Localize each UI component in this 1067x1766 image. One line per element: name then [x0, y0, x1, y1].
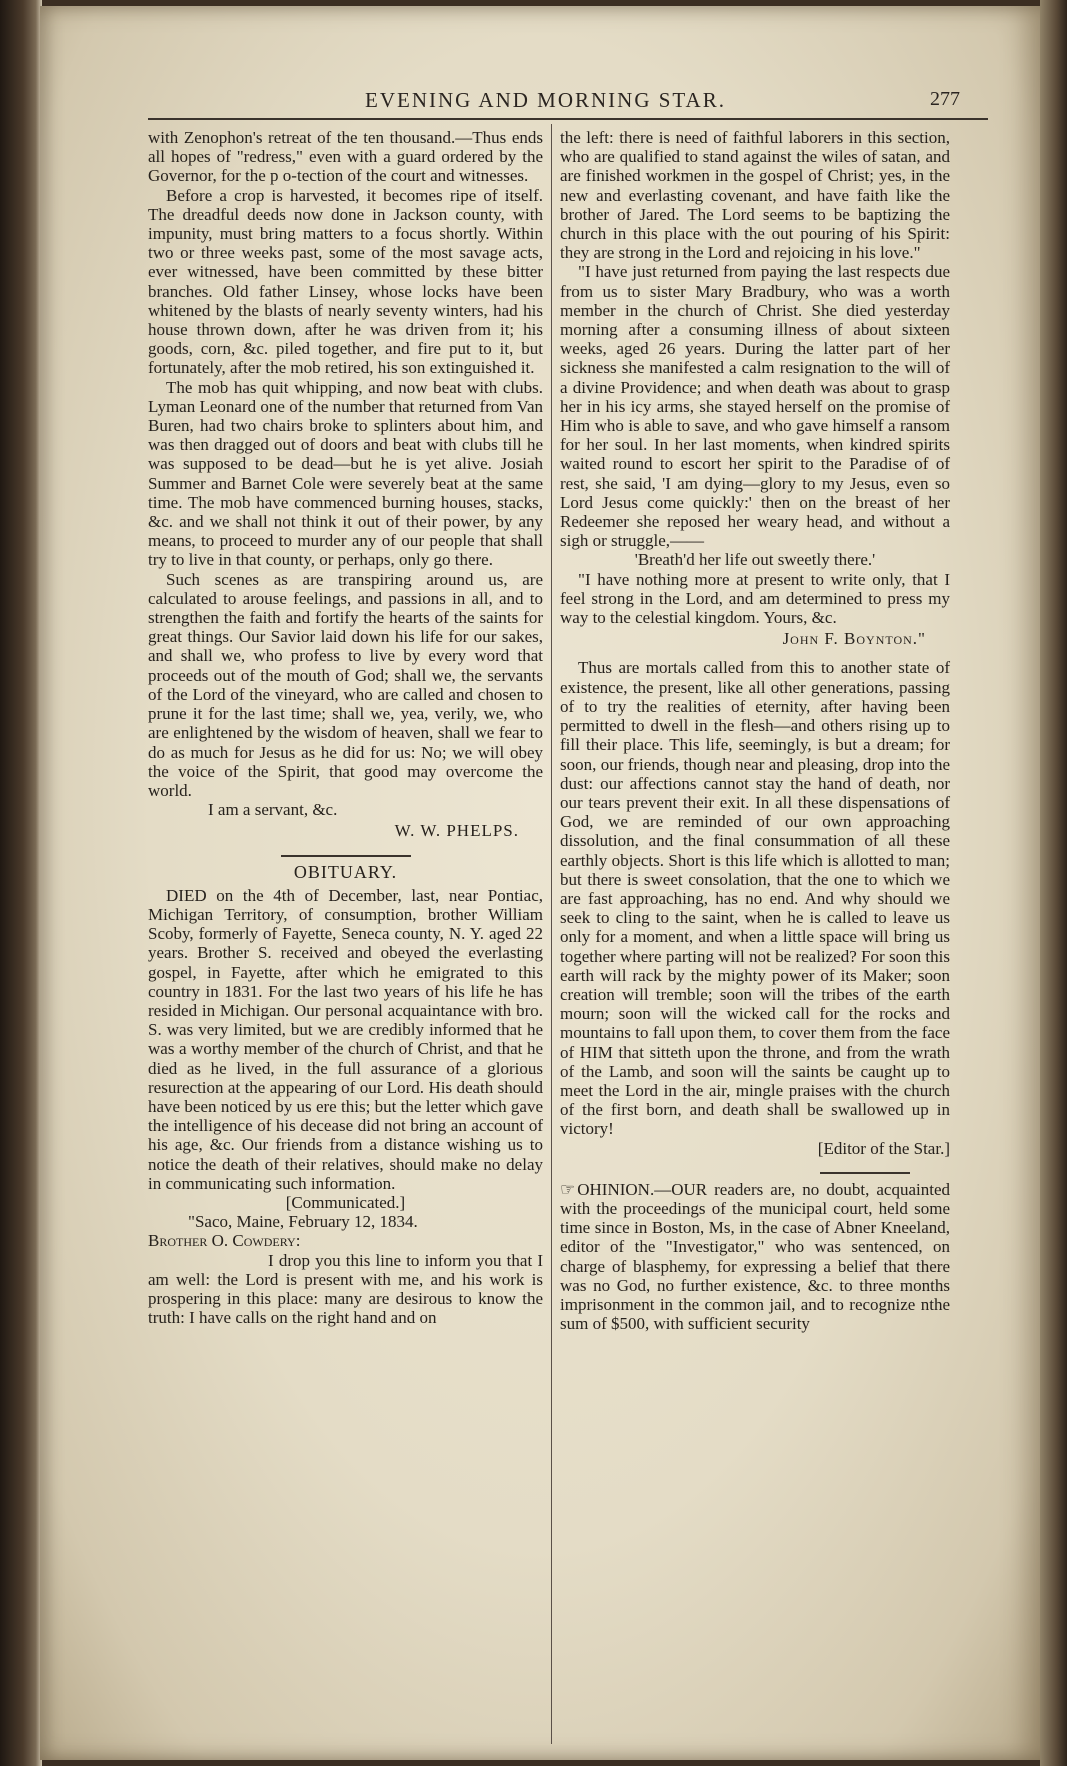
verse-line: 'Breath'd her life out sweetly there.'	[634, 550, 876, 570]
paragraph: Thus are mortals called from this to another state of existence, the present, like all other generations, passing of to try the realities of eternity, after having been permitted to dwell in the flesh—and others rising up to fill their place. This life, seemingly, is but a dream; for soon, our friends, though near and pleasing, drop into the dust: our affections cannot stay the hand of death, nor our tears prevent their exit. In all these dispensations of God, we are reminded of our own approaching dissolution, and the final consummation of all these earthly objects. Short is this life which is allotted to man; but there is sweet consolation, that the one to which we are fast approaching, has no end. And why should we seek to cling to the saint, when he is called to leave us only for a moment, and when a little space will bring us together where parting will not be realized? For soon this earth will rack by the mighty power of its Maker; soon creation will tremble; soon will the tribes of the earth mourn; soon will the wicked call for the rocks and mountains to fall upon them, to cover them from the face of HIM that sitteth upon the throne, and from the wrath of the Lamb, and soon will the saints be caught up to meet the Lord in the air, mingle praises with the church of the first born, and death shall be swallowed up in victory!	[560, 658, 950, 1139]
left-column	[148, 128, 543, 1327]
paragraph: the left: there is need of faithful laborers in this section, who are qualified to stand against the wiles of satan, and are finished workmen in the gospel of Christ; yes, in the new and everlasting covenant, and have faith like the brother of Jared. The Lord seems to be baptizing the church in this place with the out pouring of his Spirit: they are strong in the Lord and rejoicing in his love."	[560, 128, 950, 263]
closing-line: I am a servant, &c.	[208, 800, 338, 820]
paragraph: Such scenes as are transpiring around us, are calculated to arouse feelings, and passions in all, and to strengthen the faith and fortify the hearts of the saints for great things. Our Savior laid down his life for our sakes, and shall we, who profess to live by every word that proceeds out of the mouth of God; shall we, the servants of the Lord of the vineyard, who are called and chosen to prune it for the last time; shall we, yea, verily, we, who are enlightened by the wisdom of heaven, shall we fear to do as much for Jesus as he did for us: No; we will obey the voice of the Spirit, that good may overcome the world.	[148, 569, 543, 800]
author-signature: W. W. PHELPS.	[394, 821, 519, 841]
paragraph: The mob has quit whipping, and now beat with clubs. Lyman Leonard one of the number that returned from Van Buren, had two chairs broke to splinters about him, and was then dragged out of doors and beat with clubs till he was supposed to be dead—but he is yet alive. Josiah Summer and Barnet Cole were severely beat at the same time. The mob have commenced burning houses, stacks, &c. and we shall not think it out of their power, by any means, to proceed to murder any of our people that shall try to live in that county, or perhaps, only go there.	[148, 377, 543, 570]
letter-signature: John F. Boynton."	[782, 629, 926, 649]
letter-text: I drop you this line to inform you that I am well: the Lord is present with me, and his work is prospering in this place: many are desirous to know the truth: I have calls on the right hand and on	[148, 1250, 543, 1328]
right-column	[560, 128, 950, 1333]
column-divider	[551, 124, 552, 1744]
book-spine-shadow	[0, 0, 42, 1766]
paragraph: "I have nothing more at present to write only, that I feel strong in the Lord, and am determined to press my way to the celestial kingdom. Yours, &c.	[560, 569, 950, 628]
page-edge-shadow	[1040, 0, 1067, 1766]
page-number: 277	[930, 88, 960, 110]
letter-salutation: Brother O. Cowdery:	[148, 1231, 301, 1251]
pointing-hand-icon: ☞	[560, 1179, 576, 1199]
obituary-text: DIED on the 4th of December, last, near Pontiac, Michigan Territory, of consumption, brother William Scoby, formerly of Fayette, Seneca county, N. Y. aged 22 years. Brother S. received and obeyed the everlasting gospel, in Fayette, after which he emigrated to this country in 1831. For the last two years of his life he has resided in Michigan. Our personal acquaintance with bro. S. was very limited, but we are credibly informed that he was a worthy member of the church of Christ, and that he died as he lived, in the full assurance of a glorious resurection at the appearing of our Lord. His death should have been noticed by us ere this; but the letter which gave the intelligence of his decease did not bring an account of his age, &c. Our friends from a distance wishing us to notice the death of their relatives, should make no delay in communicating such information.	[148, 885, 543, 1193]
section-rule	[820, 1172, 910, 1174]
section-rule	[281, 855, 411, 857]
paragraph: Before a crop is harvested, it becomes ripe of itself. The dreadful deeds now done in Jackson county, with impunity, must bring matters to a focus shortly. Within two or three weeks past, some of the most savage acts, ever witnessed, have been committed by these bitter branches. Old father Linsey, whose locks have been whitened by the blasts of nearly seventy winters, had his house thrown down, after he was driven from it; his goods, corn, &c. piled together, and fire put to it, but fortunately, after the mob retired, his son extinguished it.	[148, 185, 543, 378]
communicated-note: [Communicated.]	[285, 1192, 406, 1212]
header-rule	[148, 118, 988, 120]
letter-dateline: "Saco, Maine, February 12, 1834.	[188, 1212, 418, 1232]
opinion-text: OHINION.—OUR readers are, no doubt, acquainted with the proceedings of the municipal court, held some time since in Boston, Ms, in the case of Abner Kneeland, editor of the "Investigator," who was sentenced, on charge of blasphemy, for expressing a belief that there was no God, no further existence, &c. to three months imprisonment in the common jail, and to recognize nthe sum of $500, with sufficient security	[560, 1179, 950, 1334]
obituary-heading: OBITUARY.	[293, 861, 398, 882]
page-header	[40, 88, 1000, 118]
masthead-title: EVENING AND MORNING STAR.	[365, 88, 726, 112]
paragraph: "I have just returned from paying the last respects due from us to sister Mary Bradbury, who was a worth member in the church of Christ. She died yesterday morning after a consuming illness of about sixteen weeks, aged 26 years. During the latter part of her sickness she manifested a calm resignation to the will of a divine Providence; and when death was about to grasp her in his icy arms, she stayed herself on the promise of Him who is able to save, and who gave himself a ransom for her soul. In her last moments, when kindred spirits waited round to escort her spirit to the Paradise of of rest, she said, 'I am dying—glory to my Jesus, even so Lord Jesus come quickly:' then on the breast of her Redeemer she reposed her weary head, and without a sigh or struggle,——	[560, 262, 950, 551]
opinion-paragraph	[560, 1180, 950, 1334]
paragraph: with Zenophon's retreat of the ten thousand.—Thus ends all hopes of "redress," even with a guard ordered by the Governor, for the p o-tection of the court and witnesses.	[148, 128, 543, 186]
editor-note: [Editor of the Star.]	[817, 1138, 950, 1158]
